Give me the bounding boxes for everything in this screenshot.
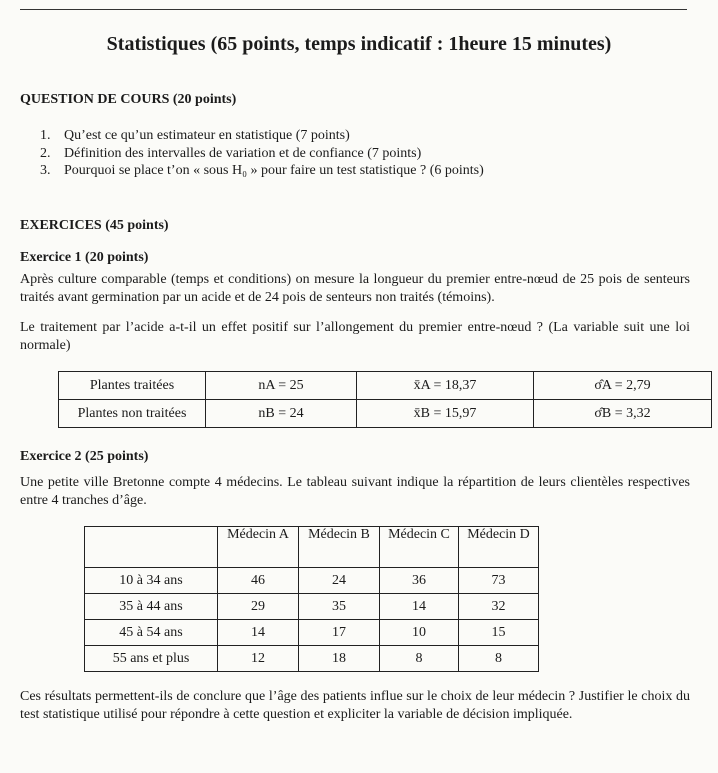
column-header: Médecin A xyxy=(218,527,299,568)
item-text: Définition des intervalles de variation et de confiance (7 points) xyxy=(64,145,422,161)
item-text: Pourquoi se place t’on « sous H₀ » pour faire un test statistique ? (6 points) xyxy=(64,163,484,178)
table-cell: 36 xyxy=(380,568,459,594)
row-label: 45 à 54 ans xyxy=(85,620,218,646)
sample-size-cell: nA = 25 xyxy=(206,372,357,400)
table-cell: 73 xyxy=(459,568,539,594)
table-row xyxy=(85,568,539,594)
exercises-heading: EXERCICES (45 points) xyxy=(20,218,169,233)
table-cell: 14 xyxy=(380,594,459,620)
sigma-cell: σ̂A = 2,79 xyxy=(534,372,712,400)
table-cell: 14 xyxy=(218,620,299,646)
table-cell: 32 xyxy=(459,594,539,620)
table-row xyxy=(85,620,539,646)
row-label: Plantes non traitées xyxy=(59,400,206,428)
table-row xyxy=(85,594,539,620)
row-label: Plantes traitées xyxy=(59,372,206,400)
column-header: Médecin B xyxy=(299,527,380,568)
sample-size-cell: nB = 24 xyxy=(206,400,357,428)
list-item xyxy=(40,127,484,145)
table-cell: 24 xyxy=(299,568,380,594)
row-label: 55 ans et plus xyxy=(85,646,218,672)
table-cell: 18 xyxy=(299,646,380,672)
table-cell: 10 xyxy=(380,620,459,646)
exercise2-statement: Une petite ville Bretonne compte 4 médecins. Le tableau suivant indique la répartition de leurs clientèles respectives entre 4 tranches d’âge. xyxy=(20,475,690,508)
item-number: 3. xyxy=(40,163,51,178)
item-text: Qu’est ce qu’un estimateur en statistique (7 points) xyxy=(64,128,350,143)
exercise1-table xyxy=(58,371,712,428)
sigma-cell: σ̂B = 3,32 xyxy=(534,400,712,428)
course-heading: QUESTION DE COURS (20 points) xyxy=(20,92,237,107)
item-number: 2. xyxy=(40,145,51,161)
exercise1-statement: Après culture comparable (temps et conditions) on mesure la longueur du premier entre-nœud de 25 pois de senteurs traités avant germination par un acide et de 24 pois de senteurs non traités (témoins). xyxy=(20,272,690,305)
table-cell: 17 xyxy=(299,620,380,646)
table-row xyxy=(59,372,712,400)
exercise2-question: Ces résultats permettent-ils de conclure que l’âge des patients influe sur le choix de leur médecin ? Justifier le choix du test statistique utilisé pour répondre à cette question et expliciter la variable de décision impliquée. xyxy=(20,689,690,722)
table-row xyxy=(59,400,712,428)
page-title: Statistiques (65 points, temps indicatif : 1heure 15 minutes) xyxy=(106,33,612,55)
item-number: 1. xyxy=(40,128,51,143)
table-cell: 8 xyxy=(459,646,539,672)
top-rule xyxy=(20,9,687,10)
table-cell: 12 xyxy=(218,646,299,672)
table-cell: 46 xyxy=(218,568,299,594)
exercise2-heading: Exercice 2 (25 points) xyxy=(20,449,149,464)
column-header: Médecin C xyxy=(380,527,459,568)
exercise1-heading: Exercice 1 (20 points) xyxy=(20,250,149,265)
mean-cell: x̄A = 18,37 xyxy=(357,372,534,400)
row-label: 10 à 34 ans xyxy=(85,568,218,594)
table-header-row xyxy=(85,527,539,568)
table-cell: 8 xyxy=(380,646,459,672)
table-row xyxy=(85,646,539,672)
list-item xyxy=(40,162,484,180)
row-label: 35 à 44 ans xyxy=(85,594,218,620)
exercise1-question: Le traitement par l’acide a-t-il un effet positif sur l’allongement du premier entre-nœud ? (La variable suit une loi normale) xyxy=(20,320,690,353)
column-header: Médecin D xyxy=(459,527,539,568)
list-item xyxy=(40,145,484,163)
course-question-list xyxy=(40,127,484,180)
table-cell: 15 xyxy=(459,620,539,646)
table-cell: 35 xyxy=(299,594,380,620)
corner-cell xyxy=(85,527,218,568)
table-cell: 29 xyxy=(218,594,299,620)
mean-cell: x̄B = 15,97 xyxy=(357,400,534,428)
exercise2-table xyxy=(84,526,539,672)
